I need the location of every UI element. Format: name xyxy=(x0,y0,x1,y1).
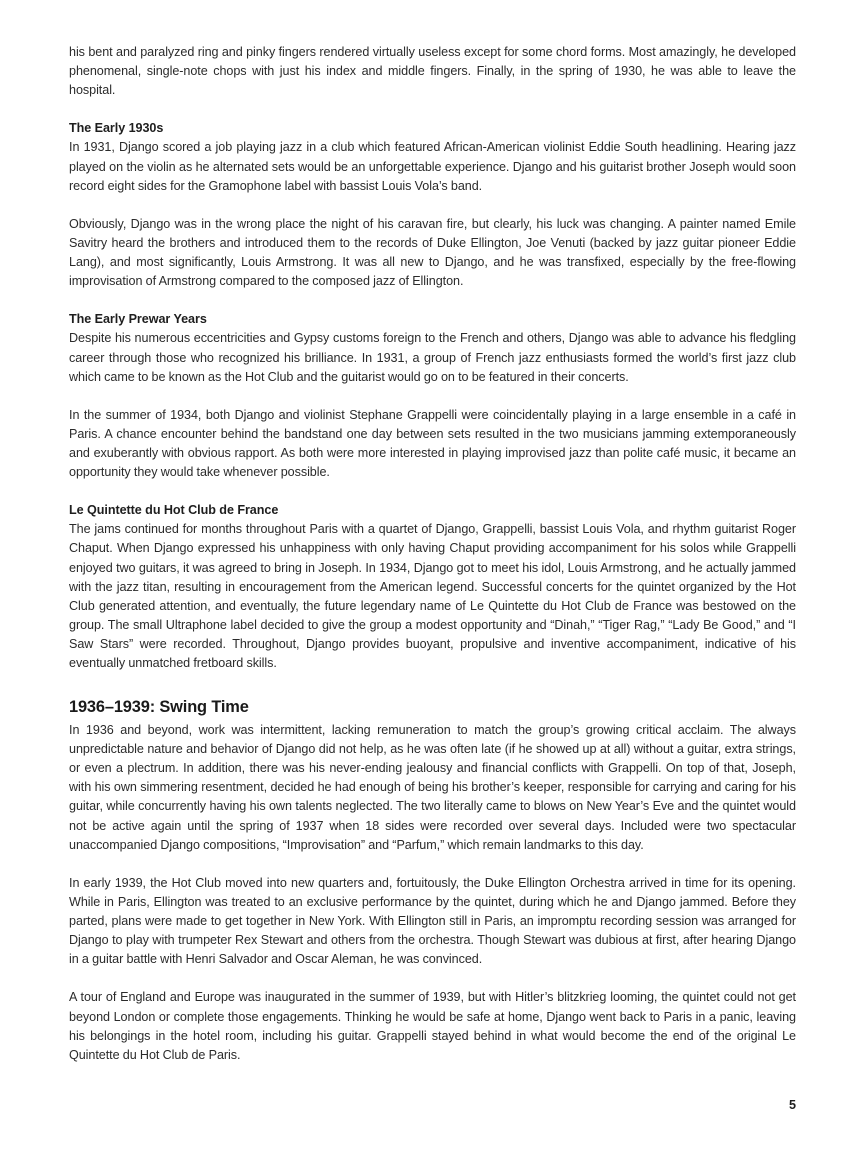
paragraph-spacer xyxy=(69,196,796,215)
paragraph-ellington-1939: In early 1939, the Hot Club moved into new quarters and, fortuitously, the Duke Ellington Orchestra arrived in time for its opening. While in Paris, Ellington was treated to an exclusive performance by the quintet, during which he and Django jammed. Before they parted, plans were made to get together in New York. With Ellington still in Paris, an impromptu recording session was arranged for Django to play with trumpeter Rex Stewart and others from the orchestra. Though Stewart was dubious at first, after hearing Django in a guitar battle with Henri Salvador and Oscar Aleman, he was convinced. xyxy=(69,875,796,967)
paragraph-swing-time: In 1936 and beyond, work was intermittent, lacking remuneration to match the group’s growing critical acclaim. The always unpredictable nature and behavior of Django did not help, as he was often late (if he showed up at all) without a guitar, extra strings, or even a plectrum. In addition, there was his never-ending jealousy and financial conflicts with Grappelli. On top of that, Joseph, with his own simmering resentment, decided he had enough of being his brother’s keeper, responsible for carrying and caring for his guitar, while concurrently having his own talents neglected. The two literally came to blows on New Year’s Eve and the quintet would not be active again until the spring of 1937 when 18 sides were recorded over several days. Included were two spectacular unaccompanied Django compositions, “Improvisation” and “Parfum,” which remain landmarks to this day. xyxy=(69,723,796,852)
paragraph-spacer xyxy=(69,387,796,406)
section-heading-swing-time: 1936–1939: Swing Time xyxy=(69,698,249,717)
paragraph-grappelli-meeting: In the summer of 1934, both Django and violinist Stephane Grappelli were coincidentally playing in a large ensemble in a café in Paris. A chance encounter behind the bandstand one day between sets resulted in the two musicians jamming extemporaneously and exuberantly with obvious rapport. As both were more interested in playing improvised jazz than polite café music, it became an opportunity they would take whenever possible. xyxy=(69,407,796,480)
paragraph-the-early-prewar-years: Despite his numerous eccentricities and Gypsy customs foreign to the French and others, Django was able to advance his fledgling career through those who recognized his brilliance. In 1931, a group of French jazz enthusiasts formed the world’s first jazz club which came to be known as the Hot Club and the guitarist would go on to be featured in their concerts. xyxy=(69,331,796,384)
paragraph-spacer xyxy=(69,482,796,501)
page-number: 5 xyxy=(788,1098,796,1112)
subheading-the-early-prewar-years: The Early Prewar Years xyxy=(69,312,207,327)
subheading-le-quintette-du-hot-club-de-france: Le Quintette du Hot Club de France xyxy=(69,503,279,518)
paragraph-spacer xyxy=(69,100,796,119)
section-heading-spacer xyxy=(69,673,796,695)
paragraph-the-early-1930s: In 1931, Django scored a job playing jazz in a club which featured African-American violinist Eddie South headlining. Hearing jazz played on the violin as he alternated sets would be an unforgettable experience. Django and his guitarist brother Joseph would soon record eight sides for the Gramophone label with bassist Louis Vola’s band. xyxy=(69,140,796,193)
paragraph-tour-1939: A tour of England and Europe was inaugurated in the summer of 1939, but with Hitler’s blitzkrieg looming, the quintet could not get beyond London or complete those engagements. Thinking he would be safe at home, Django went back to Paris in a panic, leaving his belongings in the hotel room, including his guitar. Grappelli stayed behind in what would become the end of the original Le Quintette du Hot Club de Paris. xyxy=(69,990,796,1062)
paragraph-emile-savitry: Obviously, Django was in the wrong place the night of his caravan fire, but clearly, his luck was changing. A painter named Emile Savitry heard the brothers and introduced them to the records of Duke Ellington, Joe Venuti (backed by jazz guitar pioneer Eddie Lang), and most significantly, Louis Armstrong. It was all new to Django, and he was transfixed, especially by the free-flowing improvisation of Armstrong compared to the composed jazz of Ellington. xyxy=(69,216,796,289)
paragraph-spacer xyxy=(69,291,796,310)
paragraph-intro: his bent and paralyzed ring and pinky fingers rendered virtually useless except for some chord forms. Most amazingly, he developed phenomenal, single-note chops with just his index and middle fingers. Finally, in the spring of 1930, he was able to leave the hospital. xyxy=(69,45,796,98)
subheading-the-early-1930s: The Early 1930s xyxy=(69,121,164,136)
paragraph-le-quintette-du-hot-club-de-france: The jams continued for months throughout Paris with a quartet of Django, Grappelli, bassist Louis Vola, and rhythm guitarist Roger Chaput. When Django expressed his unhappiness with only having Chaput providing accompaniment for his solos while Grappelli enjoyed two guitars, it was agreed to bring in Joseph. In 1934, Django got to meet his idol, Louis Armstrong, and he actually jammed with the jazz titan, resulting in encouragement from the American legend. Successful concerts for the quintet organized by the Hot Club generated attention, and eventually, the future legendary name of Le Quintette du Hot Club de France was bestowed on the group. The small Ultraphone label decided to give the group a modest opportunity and “Dinah,” “Tiger Rag,” “Lady Be Good,” and “I Saw Stars” were recorded. Throughout, Django provides buoyant, propulsive and inventive accompaniment, indicative of his eventually unmatched fretboard skills. xyxy=(69,522,796,670)
paragraph-spacer xyxy=(69,855,796,874)
paragraph-spacer xyxy=(69,969,796,988)
page-body-text xyxy=(69,43,796,1065)
